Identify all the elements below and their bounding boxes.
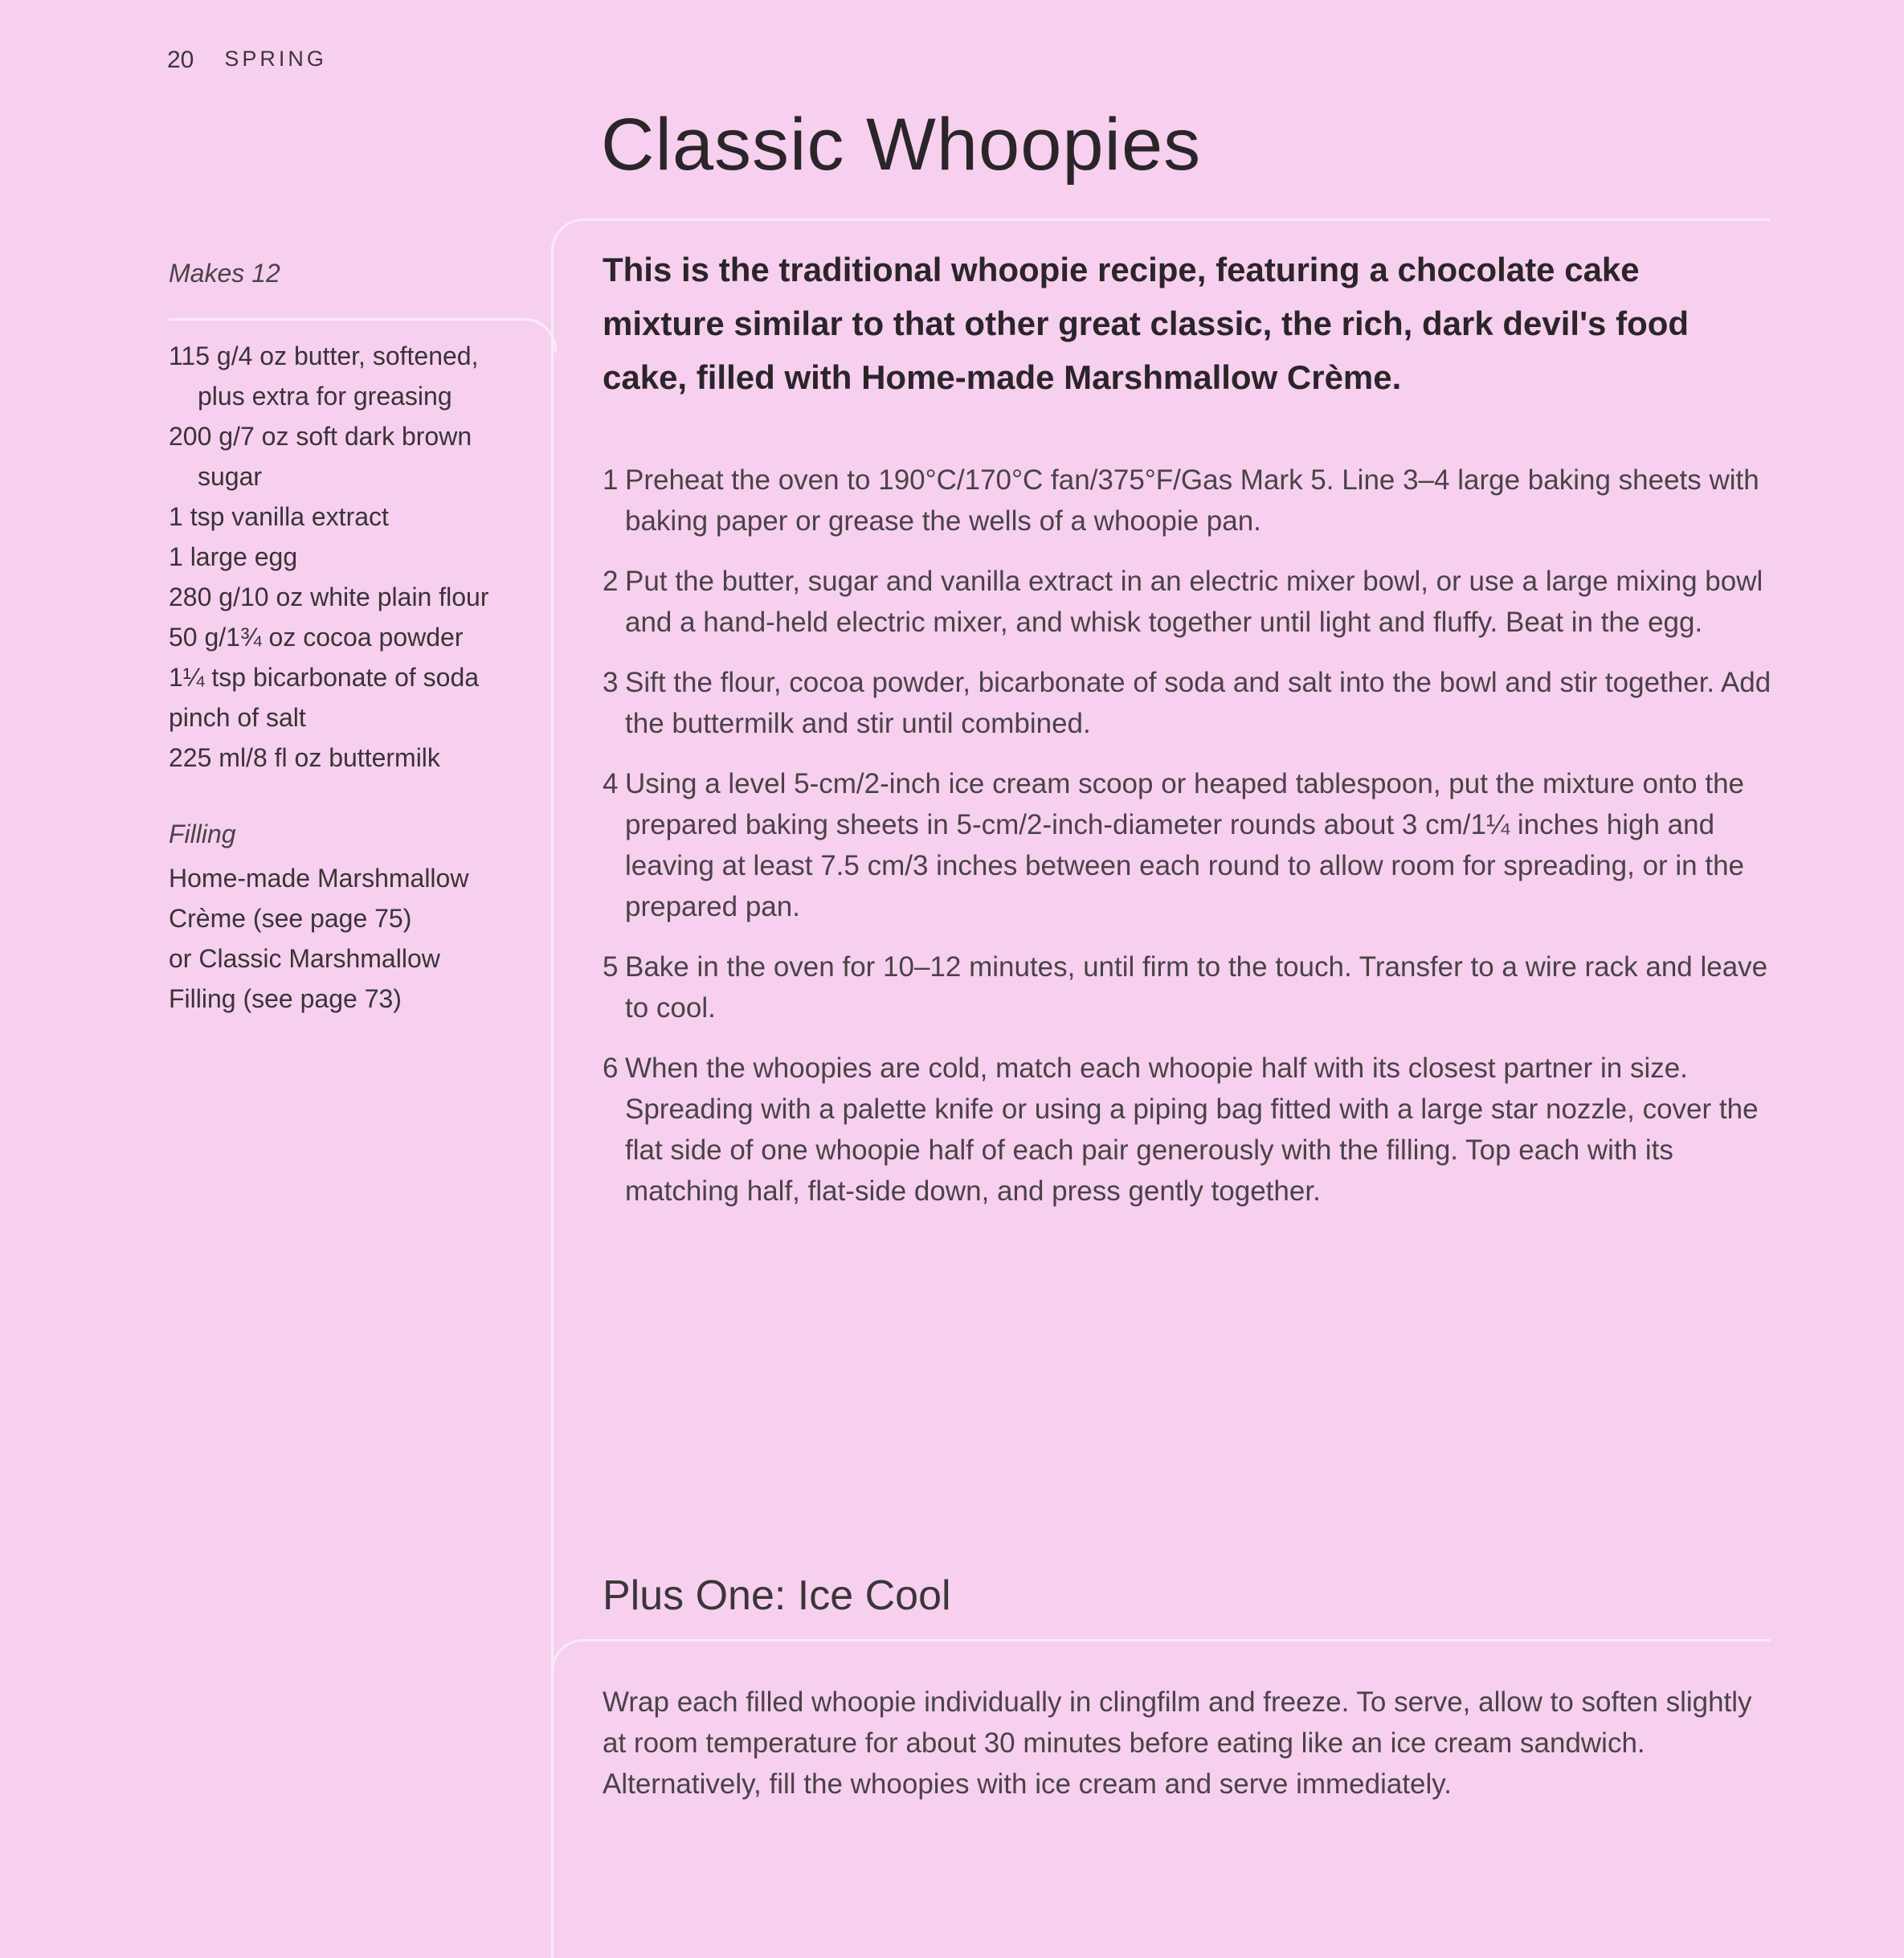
method-step: [603, 460, 1775, 542]
ingredient-item: 1¼ tsp bicarbonate of soda: [169, 663, 480, 692]
filling-line: Crème (see page 75): [169, 904, 412, 933]
step-number: 3: [603, 667, 619, 698]
method-step: [603, 946, 1775, 1028]
filling-line: Home-made Marshmallow: [169, 864, 469, 893]
method-steps: [603, 460, 1775, 1231]
step-text: Bake in the oven for 10–12 minutes, until firm to the touch. Transfer to a wire rack and leave to cool.: [625, 951, 1768, 1024]
plus-rule: [582, 1639, 1771, 1641]
step-number: 5: [603, 951, 619, 983]
column-divider: [551, 249, 554, 1958]
recipe-title: Classic Whoopies: [601, 104, 1202, 186]
plus-one-title: Plus One: Ice Cool: [603, 1572, 951, 1619]
method-step: [603, 763, 1775, 927]
ingredient-item: 50 g/1¾ oz cocoa powder: [169, 623, 464, 652]
filling-line: or Classic Marshmallow: [169, 944, 440, 973]
filling-line: Filling (see page 73): [169, 984, 402, 1013]
ingredient-item: 280 g/10 oz white plain flour: [169, 582, 489, 611]
method-step: [603, 1048, 1775, 1212]
step-number: 6: [603, 1053, 619, 1084]
ingredients-rule: [169, 318, 522, 321]
step-number: 1: [603, 464, 619, 496]
section-name: SPRING: [224, 47, 327, 71]
method-step: [603, 561, 1775, 643]
ingredient-item: 1 tsp vanilla extract: [169, 502, 389, 531]
ingredient-item: pinch of salt: [169, 703, 306, 732]
ingredient-item: 200 g/7 oz soft dark brown sugar: [169, 422, 472, 491]
step-text: Sift the flour, cocoa powder, bicarbonate of soda and salt into the bowl and stir together. Add the buttermilk and stir until combined.: [625, 667, 1771, 739]
makes-label: Makes 12: [169, 259, 280, 288]
recipe-intro: This is the traditional whoopie recipe, featuring a chocolate cake mixture similar to that other great classic, the rich, dark devil's food cake, filled with Home-made Marshmallow Crème.: [603, 251, 1689, 396]
ingredient-item: 1 large egg: [169, 542, 298, 571]
step-number: 4: [603, 768, 619, 799]
step-number: 2: [603, 566, 619, 597]
plus-rule-corner: [551, 1639, 586, 1674]
page-number: 20: [167, 47, 194, 73]
page-header: [167, 47, 327, 74]
method-step: [603, 662, 1775, 744]
filling-heading: Filling: [169, 820, 236, 848]
ingredients-list: [169, 336, 522, 778]
step-text: Using a level 5-cm/2-inch ice cream scoop or heaped tablespoon, put the mixture onto the prepared baking sheets in 5-cm/2-inch-diameter rounds about 3 cm/1¼ inches high and leaving at least 7.5 cm/3 inches between each round to allow room for spreading, or in the prepared pan.: [625, 768, 1745, 922]
plus-one-text: Wrap each filled whoopie individually in clingfilm and freeze. To serve, allow to soften slightly at room temperature for about 30 minutes before eating like an ice cream sandwich. Alternatively, fill the whoopies with ice cream and serve immediately.: [603, 1686, 1752, 1800]
step-text: Preheat the oven to 190°C/170°C fan/375°F/Gas Mark 5. Line 3–4 large baking sheets with baking paper or grease the wells of a whoopie pan.: [625, 464, 1759, 537]
filling-text: [169, 858, 522, 1019]
ingredient-item: 225 ml/8 fl oz buttermilk: [169, 743, 440, 772]
step-text: Put the butter, sugar and vanilla extract in an electric mixer bowl, or use a large mixing bowl and a hand-held electric mixer, and whisk together until light and fluffy. Beat in the egg.: [625, 566, 1763, 638]
step-text: When the whoopies are cold, match each whoopie half with its closest partner in size. Spreading with a palette knife or using a piping bag fitted with a large star nozzle, cover the flat side of one whoopie half of each pair generously with the filling. Top each with its matching half, flat-side down, and press gently together.: [625, 1053, 1759, 1207]
title-rule: [582, 219, 1771, 221]
ingredient-item: 115 g/4 oz butter, softened, plus extra for greasing: [169, 341, 479, 411]
title-rule-corner: [551, 219, 586, 253]
